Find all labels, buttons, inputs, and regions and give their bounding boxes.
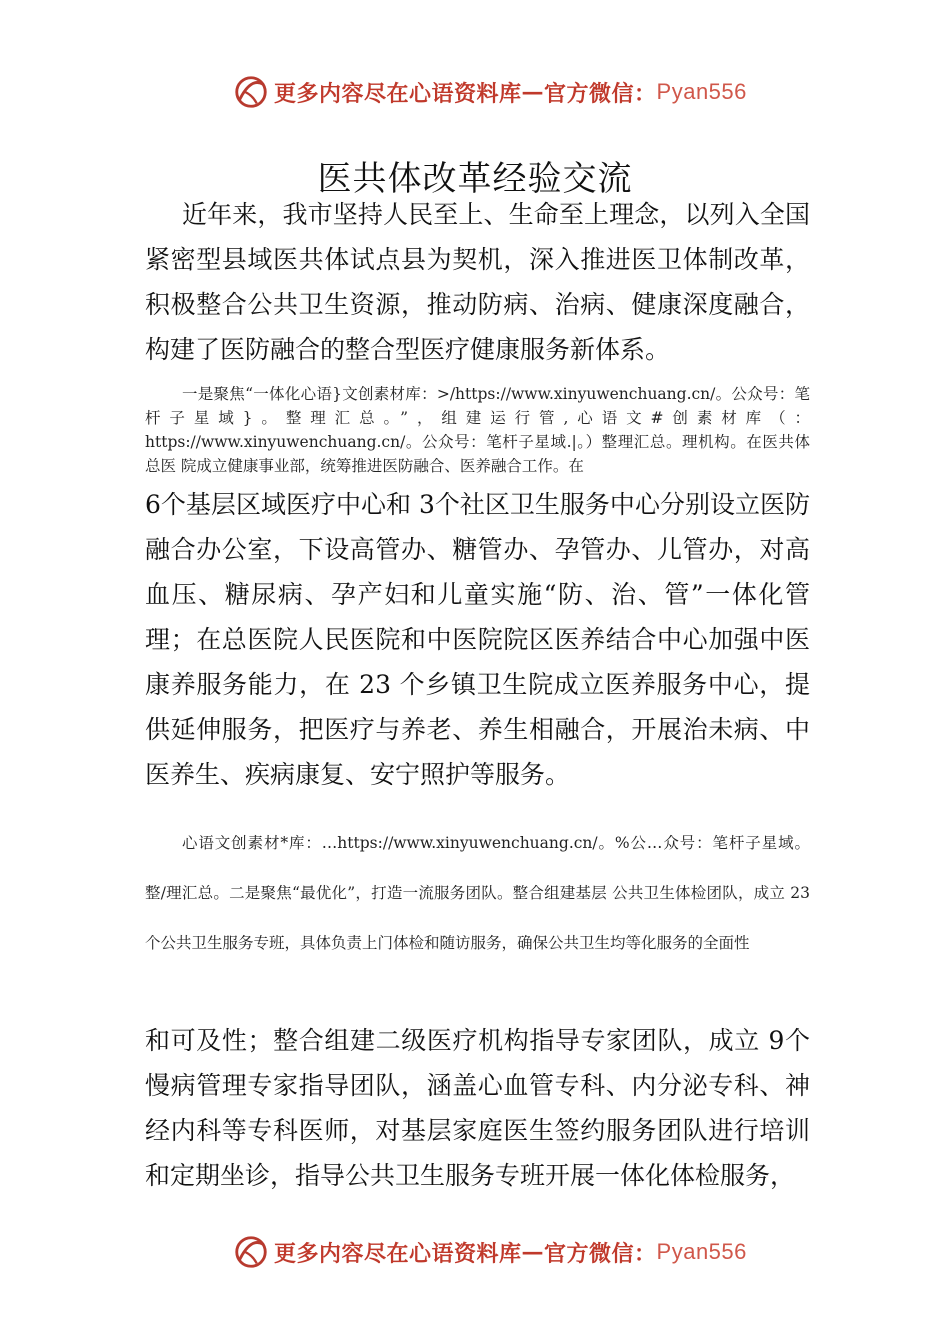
banner-text: 更多内容尽在心语资料库 — [274, 80, 522, 107]
header-banner-content — [232, 72, 747, 112]
banner-wechat-id: Pyan556 — [656, 1239, 747, 1264]
document-title: 医共体改革经验交流 — [317, 158, 633, 199]
header-banner — [0, 72, 950, 112]
logo-icon — [232, 1233, 270, 1271]
banner-wechat-id: Pyan556 — [656, 79, 747, 104]
banner-suffix: 官方微信： — [544, 80, 657, 107]
banner-dash: — — [521, 1239, 545, 1265]
logo-icon — [232, 73, 270, 111]
footer-banner-content — [232, 1232, 747, 1272]
paragraph-3: 和可及性；整合组建二级医疗机构指导专家团队，成立 9个慢病管理专家指导团队，涵盖心血管专科、内分泌专科、神经内科等专科医师，对基层家庭医生签约服务团队进行培训和定期坐诊，指导公共卫生服务专班开展一体化体检服务， — [145, 1026, 810, 1190]
footer-banner — [0, 1232, 950, 1272]
small-text-block-1: 一是聚焦“一体化心语}文创素材库：>/https://www.xinyuwenchuang.cn/。公众号：笔杆子星域}。整理汇总。”，组建运行管,心语文#创素材库（：https://www.xinyuwenchuang.cn/。公众号：笔杆子星域.|。）整理汇总。理机构。在医共体总医 院成立健康事业部，统筹推进医防融合、医养融合工作。在 — [145, 385, 810, 475]
banner-text: 更多内容尽在心语资料库 — [274, 1240, 522, 1267]
banner-suffix: 官方微信： — [544, 1240, 657, 1267]
paragraph-1: 近年来，我市坚持人民至上、生命至上理念，以列入全国紧密型县域医共体试点县为契机，深入推进医卫体制改革，积极整合公共卫生资源，推动防病、治病、健康深度融合，构建了医防融合的整合型医疗健康服务新体系。 — [145, 200, 810, 364]
banner-dash: — — [521, 79, 545, 105]
paragraph-2: 6个基层区域医疗中心和 3个社区卫生服务中心分别设立医防融合办公室，下设高管办、糖管办、孕管办、儿管办，对高血压、糖尿病、孕产妇和儿童实施“防、治、管”一体化管理；在总医院人民医院和中医院院区医养结合中心加强中医康养服务能力，在 23 个乡镇卫生院成立医养服务中心，提供延伸服务，把医疗与养老、养生相融合，开展治未病、中医养生、疾病康复、安宁照护等服务。 — [145, 490, 810, 789]
small-text-block-2: 心语文创素材*库：…https://www.xinyuwenchuang.cn/。%公…众号：笔杆子星域。整/理汇总。二是聚焦“最优化”，打造一流服务团队。整合组建基层 公共卫生体检团队，成立 23 个公共卫生服务专班，具体负责上门体检和随访服务，确保公共卫生均等化服务的全面性 — [145, 834, 810, 952]
